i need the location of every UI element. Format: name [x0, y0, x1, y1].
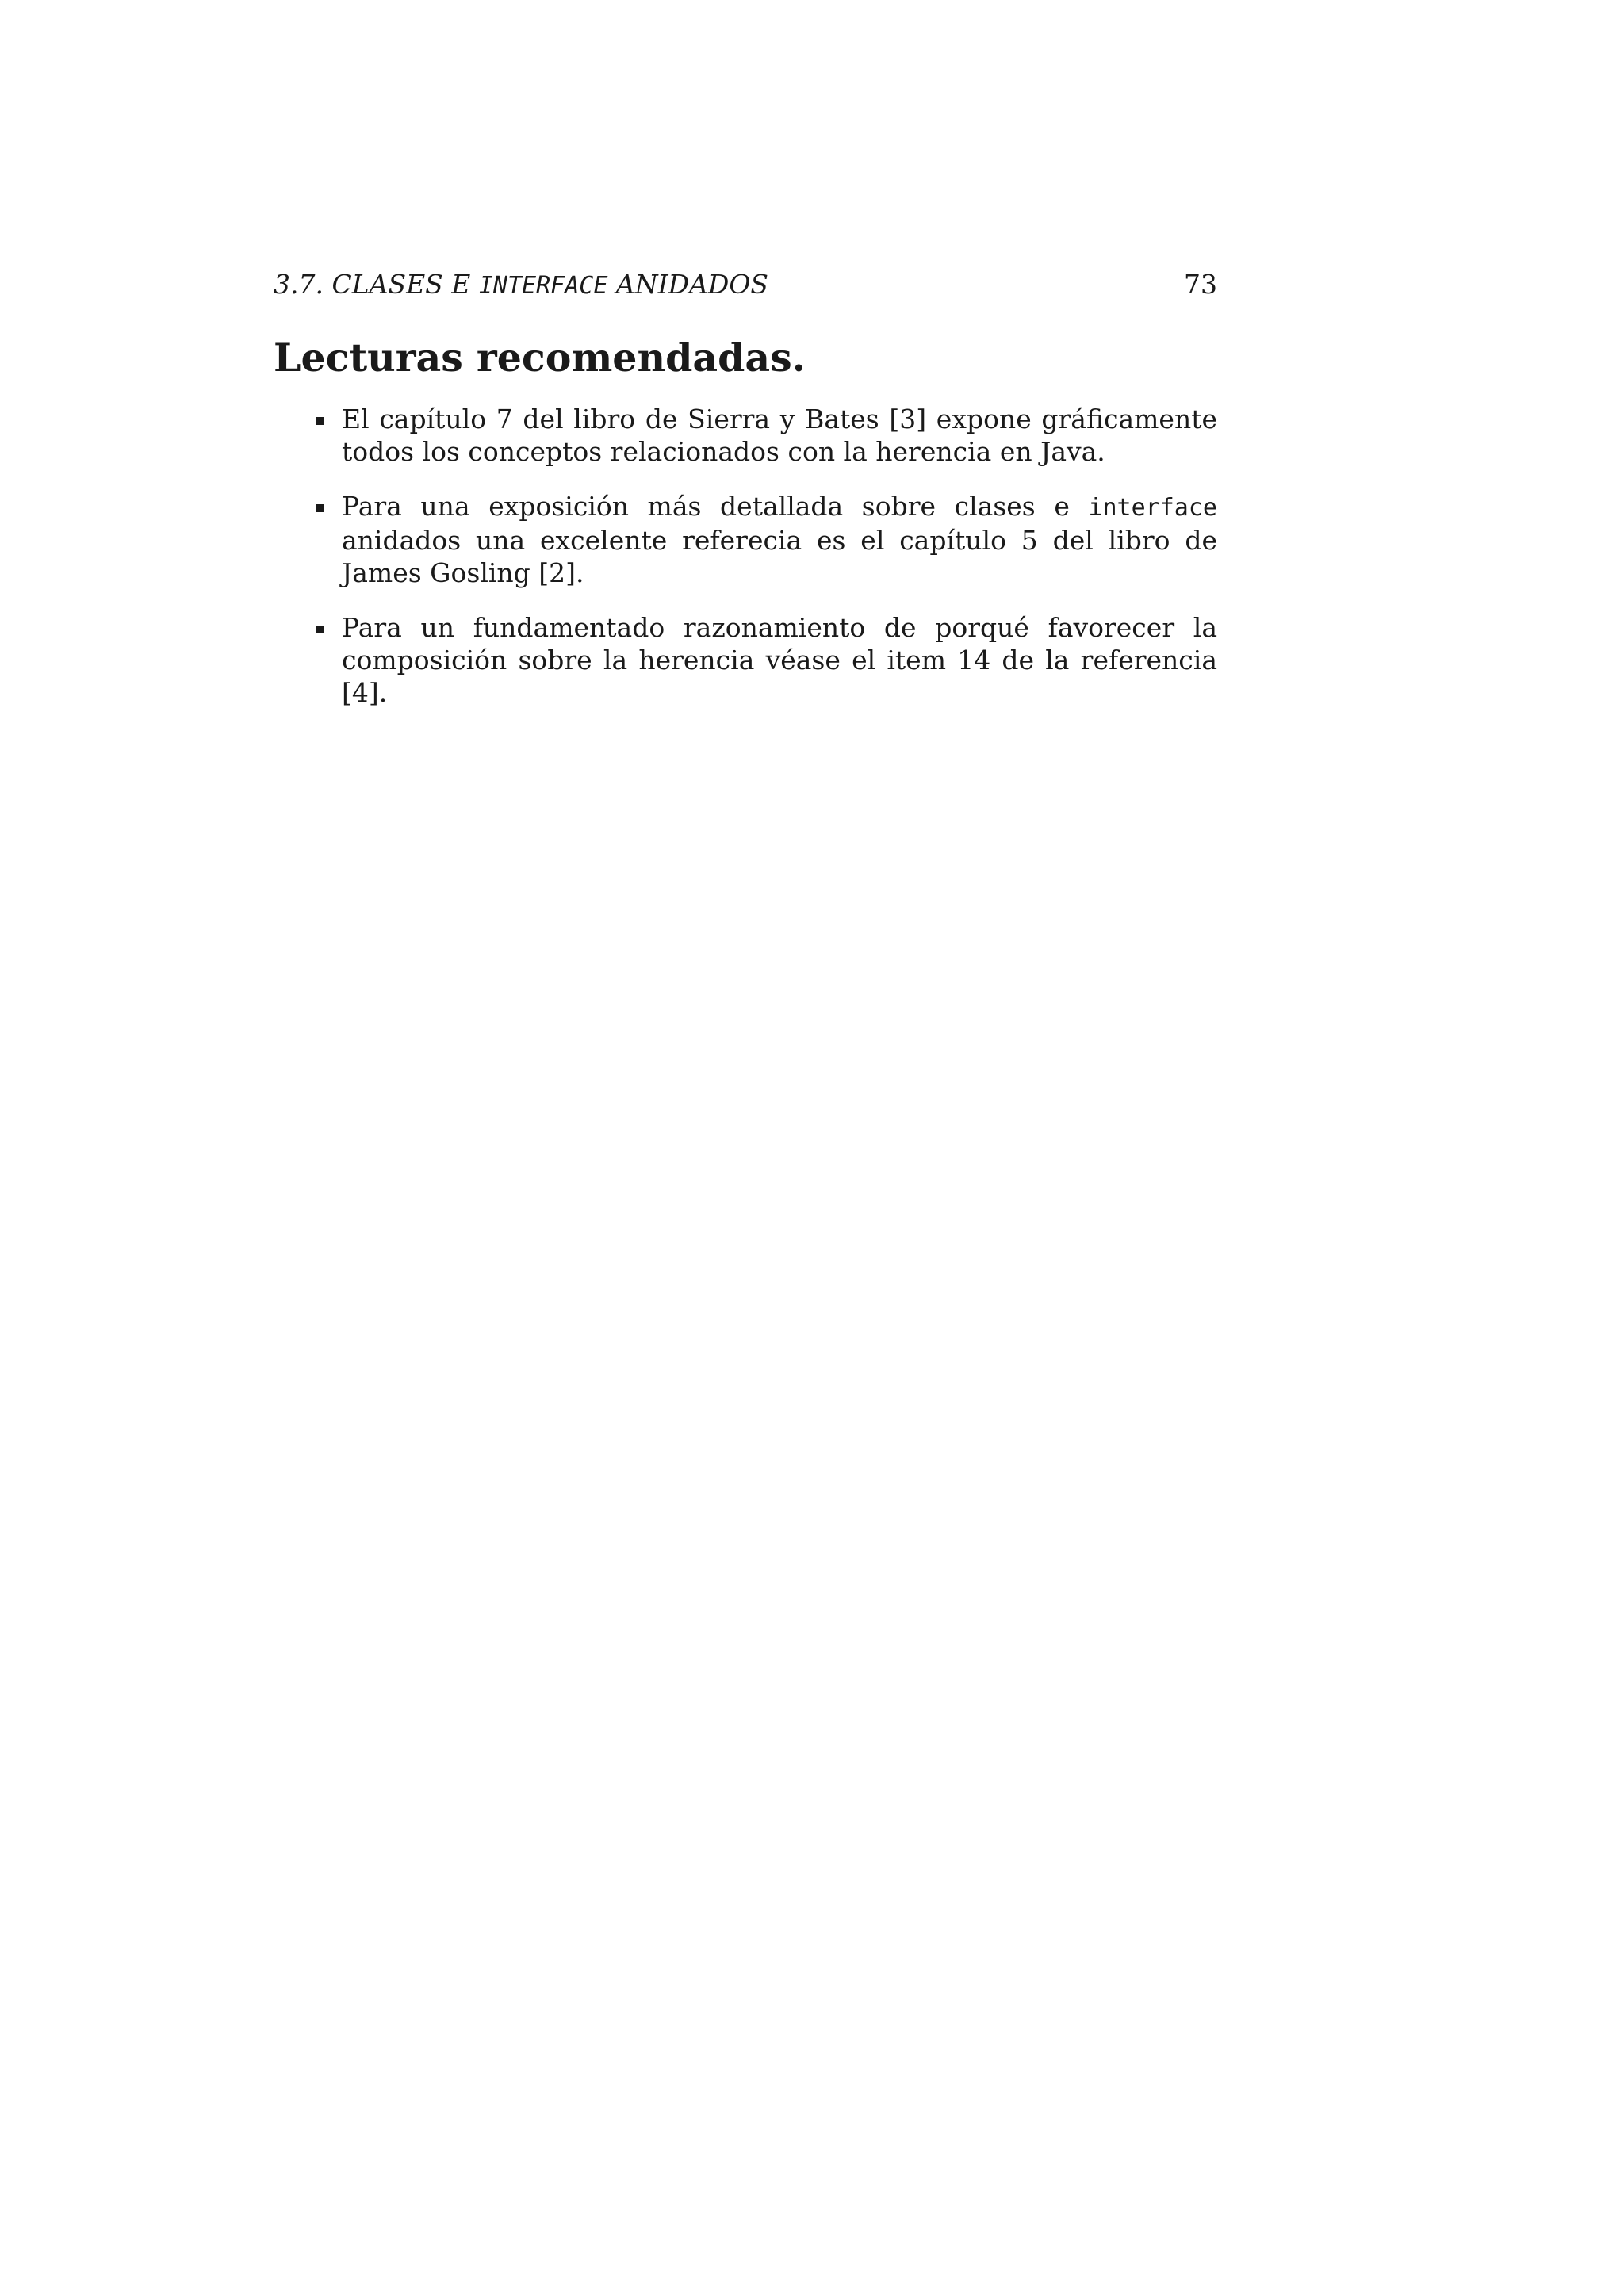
bullet-icon	[316, 417, 324, 425]
inline-code: interface	[1088, 494, 1217, 522]
list-item-text-before: Para una exposición más detallada sobre clases e	[342, 491, 1089, 522]
list-item-text: El capítulo 7 del libro de Sierra y Bates [3] expone gráficamente todos los conceptos relacionados con la herencia en Java.	[342, 404, 1217, 467]
running-header-code: INTERFACE	[478, 272, 608, 300]
list-item	[274, 490, 1217, 589]
list-item-text: Para un fundamentado razonamiento de porqué favorecer la composición sobre la herencia véase el item 14 de la referencia [4].	[342, 612, 1217, 708]
running-header-section	[274, 265, 768, 306]
running-header-prefix: 3.7. CLASES E	[274, 269, 479, 300]
list-item	[274, 611, 1217, 709]
bullet-icon	[316, 504, 324, 512]
running-header-suffix: ANIDADOS	[607, 269, 769, 300]
bullet-icon	[316, 626, 324, 633]
list-item	[274, 403, 1217, 468]
list-item-text-after: anidados una excelente referecia es el capítulo 5 del libro de James Gosling [2].	[342, 525, 1217, 588]
running-header	[274, 265, 1217, 304]
recommended-readings-list	[274, 403, 1217, 731]
section-title: Lecturas recomendadas.	[274, 335, 806, 381]
page-number: 73	[1184, 269, 1217, 300]
